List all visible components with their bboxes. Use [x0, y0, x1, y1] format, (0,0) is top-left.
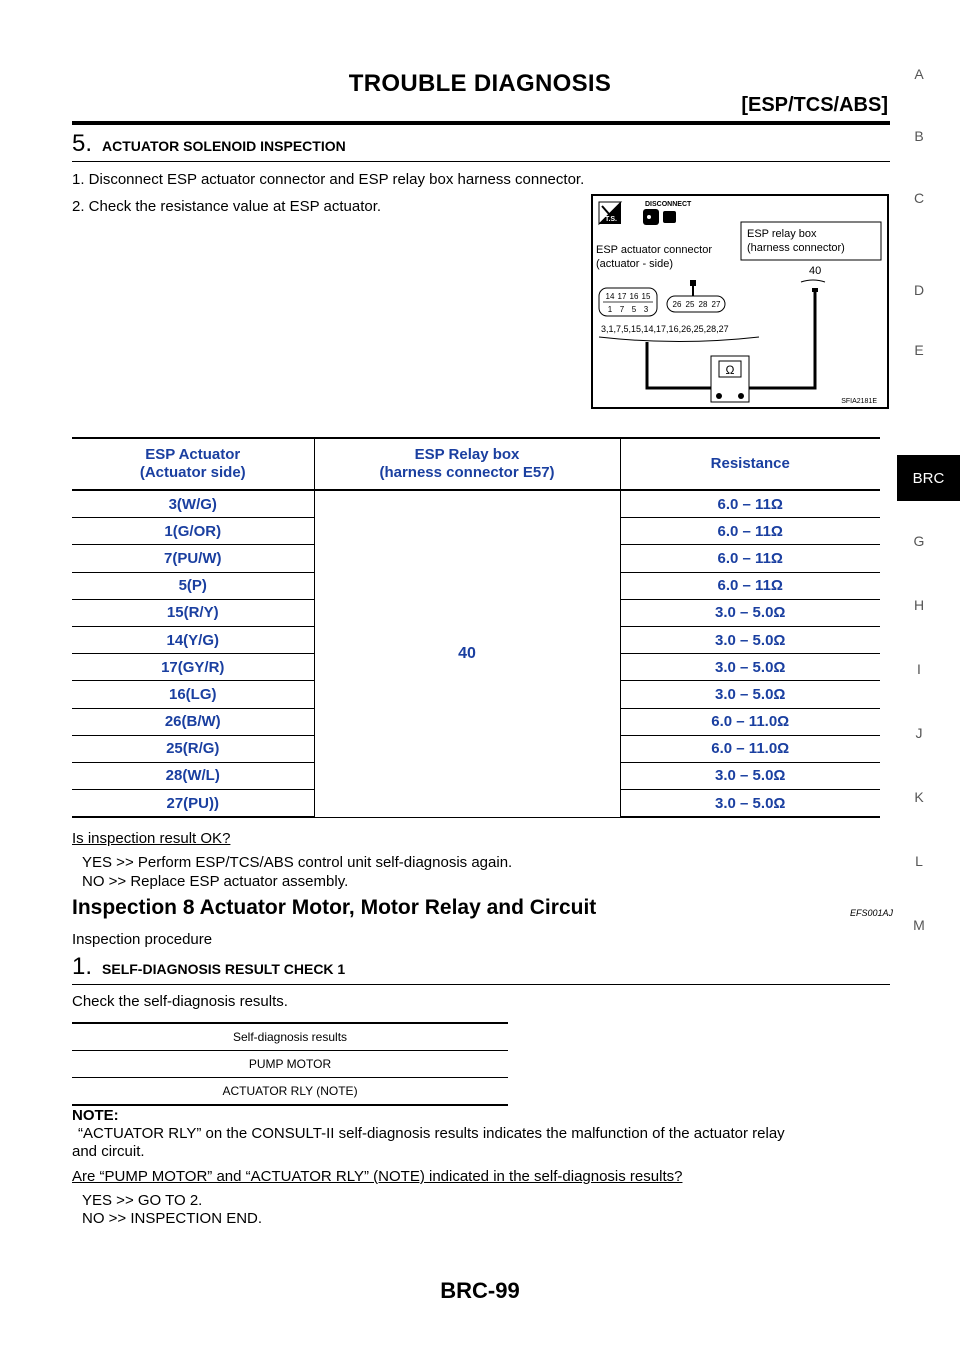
actuator-terminal: 28(W/L) — [72, 762, 314, 789]
pin-26: 26 — [672, 300, 682, 309]
step1-title: SELF-DIAGNOSIS RESULT CHECK 1 — [102, 961, 346, 977]
side-index-l[interactable]: L — [915, 853, 923, 869]
actuator-connector — [599, 288, 657, 316]
actuator-terminal: 5(P) — [72, 572, 314, 599]
side-index-m[interactable]: M — [913, 917, 925, 933]
resistance-value: 6.0 – 11.0Ω — [620, 708, 880, 735]
section-code: EFS001AJ — [850, 908, 894, 918]
pin-27: 27 — [711, 300, 721, 309]
step5-title: ACTUATOR SOLENOID INSPECTION — [102, 138, 346, 154]
resistance-value: 6.0 – 11Ω — [620, 545, 880, 572]
self-diagnosis-table — [72, 1022, 508, 1106]
header-rule — [72, 121, 890, 125]
table-row — [72, 1023, 508, 1051]
header-resistance — [620, 438, 880, 490]
step5-no: NO >> Replace ESP actuator assembly. — [82, 873, 349, 890]
step5-rule — [72, 161, 890, 162]
side-index-d[interactable]: D — [913, 282, 925, 298]
actuator-terminal: 3(W/G) — [72, 490, 314, 518]
actuator-connector-2 — [667, 296, 725, 312]
resistance-value: 3.0 – 5.0Ω — [620, 599, 880, 626]
resistance-value: 3.0 – 5.0Ω — [620, 626, 880, 653]
header-esp-actuator-text: ESP Actuator (Actuator side) — [139, 446, 246, 481]
side-index-a[interactable]: A — [914, 66, 924, 82]
step5-heading — [72, 130, 346, 158]
resistance-value: 6.0 – 11Ω — [620, 490, 880, 518]
note-line-2: and circuit. — [72, 1143, 145, 1160]
side-index-brc-tab[interactable]: BRC — [897, 455, 960, 501]
step5-question: Is inspection result OK? — [72, 830, 231, 847]
step1-yes: YES >> GO TO 2. — [82, 1192, 203, 1209]
step1-heading — [72, 953, 345, 981]
table-row — [72, 1078, 508, 1106]
side-index-j[interactable]: J — [915, 725, 923, 741]
relay-terminal: 40 — [314, 490, 620, 817]
pin-1: 1 — [607, 305, 613, 314]
self-diagnosis-header: Self-diagnosis results — [72, 1023, 508, 1051]
ohm-symbol: Ω — [725, 363, 735, 377]
pin-7: 7 — [619, 305, 625, 314]
relay-terminal-label: 40 — [809, 265, 822, 277]
resistance-value: 3.0 – 5.0Ω — [620, 654, 880, 681]
step1-rule — [72, 984, 890, 985]
terminal-list: 3,1,7,5,15,14,17,16,26,25,28,27 — [601, 324, 729, 334]
relay-box-label: ESP relay box — [747, 228, 817, 240]
actuator-terminal: 25(R/G) — [72, 735, 314, 762]
ts-label: T.S. — [604, 216, 617, 223]
pin-15: 15 — [641, 292, 651, 301]
actuator-terminal: 7(PU/W) — [72, 545, 314, 572]
step5-number: 5. — [72, 130, 93, 157]
resistance-spec-table — [72, 437, 880, 818]
pin-16: 16 — [629, 292, 639, 301]
step5-yes: YES >> Perform ESP/TCS/ABS control unit self-diagnosis again. — [82, 854, 513, 871]
actuator-terminal: 17(GY/R) — [72, 654, 314, 681]
actuator-connector-label: ESP actuator connector — [596, 244, 712, 256]
header-esp-relay-box — [314, 438, 620, 490]
step5-instruction-2: 2. Check the resistance value at ESP actuator. — [72, 198, 382, 215]
pin-3: 3 — [643, 305, 649, 314]
resistance-value: 3.0 – 5.0Ω — [620, 790, 880, 818]
header-esp-relay-box-text: ESP Relay box (harness connector E57) — [379, 446, 555, 481]
note-line-1: “ACTUATOR RLY” on the CONSULT-II self-diagnosis results indicates the malfunction of the actuator relay — [78, 1125, 785, 1142]
step1-question: Are “PUMP MOTOR” and “ACTUATOR RLY” (NOTE) indicated in the self-diagnosis results? — [72, 1168, 683, 1185]
resistance-value: 3.0 – 5.0Ω — [620, 681, 880, 708]
ohmmeter-icon — [711, 356, 749, 402]
pin-28: 28 — [698, 300, 708, 309]
table-row — [72, 1051, 508, 1078]
side-index-i[interactable]: I — [917, 661, 921, 677]
resistance-value: 6.0 – 11Ω — [620, 572, 880, 599]
note-label: NOTE: — [72, 1107, 119, 1124]
pin-17: 17 — [617, 292, 627, 301]
resistance-value: 6.0 – 11.0Ω — [620, 735, 880, 762]
step1-instruction: Check the self-diagnosis results. — [72, 993, 288, 1010]
table-row — [72, 490, 880, 518]
step1-number: 1. — [72, 953, 93, 980]
actuator-terminal: 14(Y/G) — [72, 626, 314, 653]
step1-no: NO >> INSPECTION END. — [82, 1210, 263, 1227]
side-index-e[interactable]: E — [914, 342, 924, 358]
step5-instruction-1: 1. Disconnect ESP actuator connector and ESP relay box harness connector. — [72, 171, 585, 188]
side-index-c[interactable]: C — [913, 190, 925, 206]
page-header-subtitle: [ESP/TCS/ABS] — [741, 94, 888, 116]
page-header-title: TROUBLE DIAGNOSIS — [348, 70, 612, 97]
side-index-h[interactable]: H — [913, 597, 925, 613]
self-diagnosis-item: ACTUATOR RLY (NOTE) — [72, 1078, 508, 1106]
resistance-value: 6.0 – 11Ω — [620, 518, 880, 545]
actuator-terminal: 16(LG) — [72, 681, 314, 708]
ts-icon — [599, 202, 621, 224]
inspection-procedure-label: Inspection procedure — [72, 931, 213, 948]
side-index-k[interactable]: K — [914, 789, 924, 805]
actuator-side-label: (actuator - side) — [596, 258, 674, 270]
actuator-terminal: 15(R/Y) — [72, 599, 314, 626]
side-index-b[interactable]: B — [914, 128, 924, 144]
actuator-terminal: 1(G/OR) — [72, 518, 314, 545]
pin-5: 5 — [631, 305, 637, 314]
figure-code: SFIA2181E — [841, 398, 877, 405]
header-resistance-text: Resistance — [710, 455, 790, 472]
side-index-g[interactable]: G — [913, 533, 925, 549]
actuator-terminal: 26(B/W) — [72, 708, 314, 735]
resistance-value: 3.0 – 5.0Ω — [620, 762, 880, 789]
pin-25: 25 — [685, 300, 695, 309]
self-diagnosis-item: PUMP MOTOR — [72, 1051, 508, 1078]
disconnect-label: DISCONNECT — [645, 201, 692, 208]
section-title: Inspection 8 Actuator Motor, Motor Relay and Circuit — [72, 896, 597, 919]
wiring-figure — [591, 194, 889, 409]
pin-14: 14 — [605, 292, 615, 301]
header-esp-actuator — [72, 438, 314, 490]
relay-box-sub-label: (harness connector) — [747, 242, 845, 254]
page-number: BRC-99 — [440, 1278, 520, 1303]
actuator-terminal: 27(PU)) — [72, 790, 314, 818]
disconnect-icon — [643, 201, 692, 225]
